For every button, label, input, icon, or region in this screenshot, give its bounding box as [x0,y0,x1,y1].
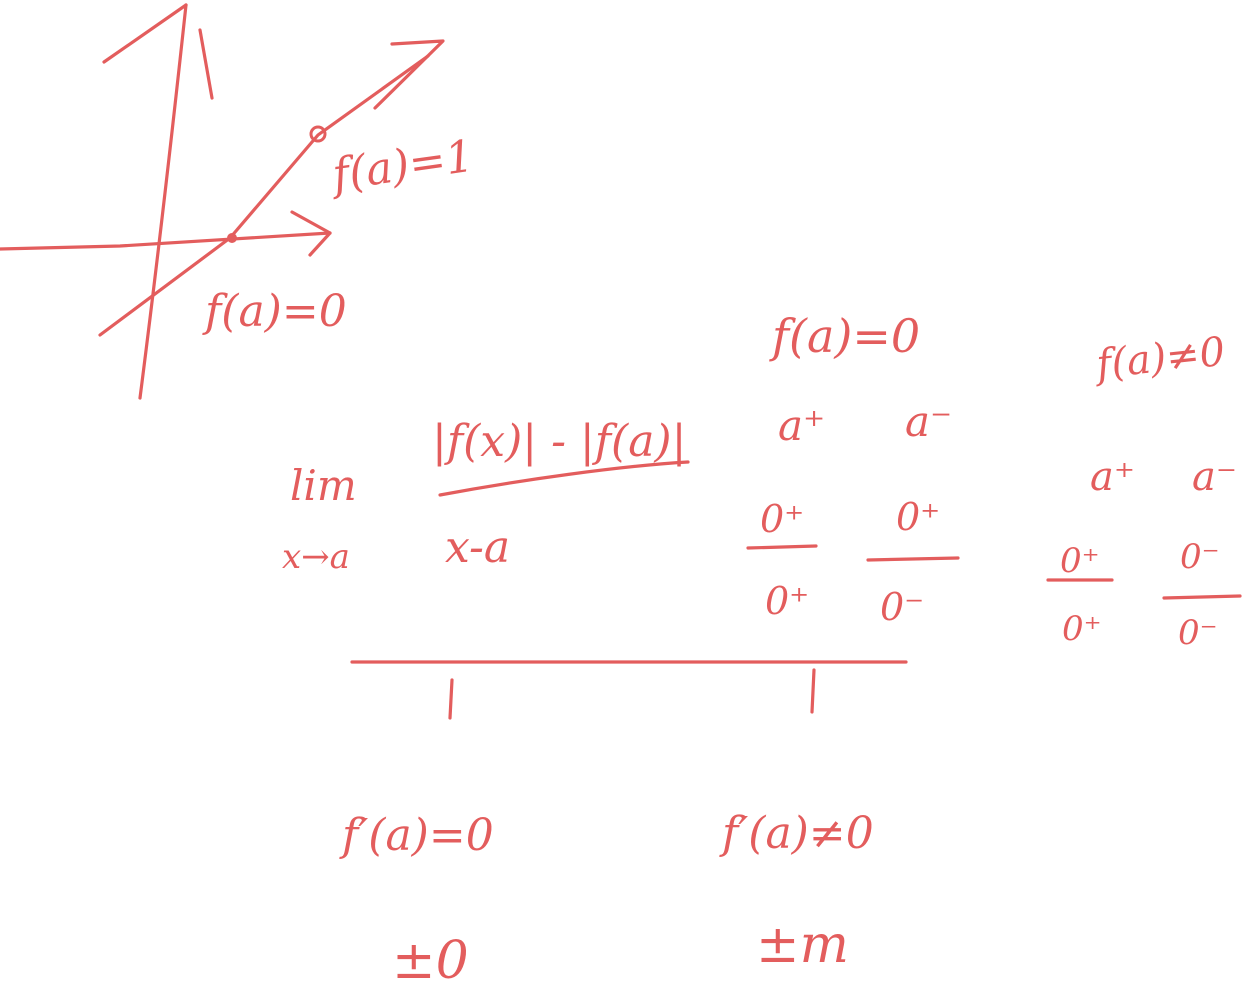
case-zero-right-label: a⁺ [778,401,826,450]
case-nonzero-left-numerator: 0⁻ [1180,537,1220,577]
label-f-equals-zero: f(a)=0 [205,286,347,337]
conclusion-right-condition: f′(a)≠0 [722,808,874,859]
limit-denominator: x-a [445,522,511,573]
case-zero-right-numerator: 0⁺ [760,497,805,541]
case-zero-left-label: a⁻ [905,397,953,446]
case-nonzero-header: f(a)≠0 [1094,328,1228,388]
point-marker-zero [227,233,237,243]
case-zero-right-bar [748,546,816,548]
case-zero-header: f(a)=0 [772,309,921,363]
conclusion-left-result: ±0 [392,931,469,991]
case-zero-left-numerator: 0⁺ [896,495,941,539]
case-nonzero-right-denominator: 0⁺ [1062,609,1102,649]
limit-numerator: |f(x)| - |f(a)| [432,416,687,467]
case-nonzero-right-label: a⁺ [1090,454,1135,500]
left-tick [450,680,452,718]
label-f-equals-one: f(a)=1 [329,130,477,201]
case-nonzero-left-denominator: 0⁻ [1178,613,1218,653]
case-zero-left-bar [868,558,958,560]
conclusion-left-condition: f′(a)=0 [342,810,494,861]
limit-label: lim [290,461,357,510]
case-zero-left-denominator: 0⁻ [880,585,925,629]
conclusion-right-result: ±m [756,915,849,975]
limit-subscript: x→a [282,537,350,577]
case-zero-right-denominator: 0⁺ [765,579,810,623]
case-nonzero-left-label: a⁻ [1192,454,1237,500]
right-tick [812,670,814,712]
case-nonzero-left-bar [1164,596,1240,598]
case-nonzero-right-numerator: 0⁺ [1060,541,1100,581]
